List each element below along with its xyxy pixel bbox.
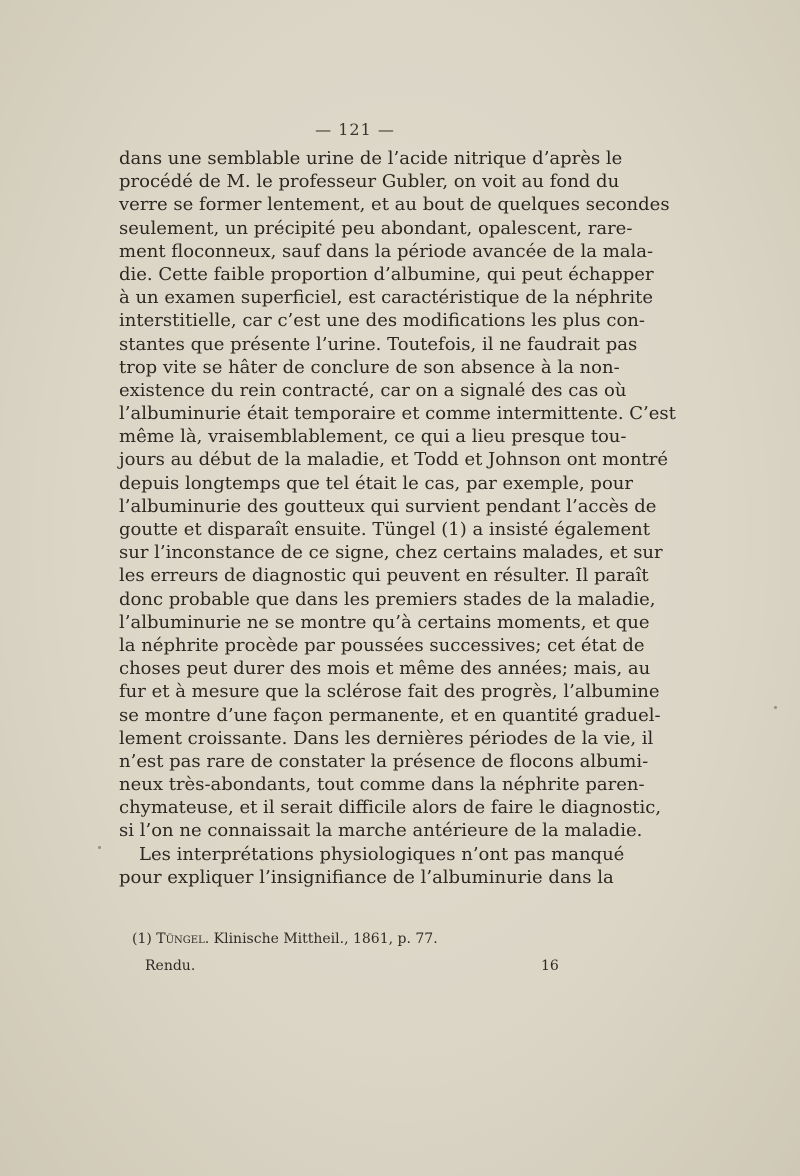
- text-line: lement croissante. Dans les dernières périodes de la vie, il: [119, 727, 654, 749]
- text-line: n’est pas rare de constater la présence de flocons albumi-: [119, 750, 649, 772]
- text-line: Les interprétations physiologiques n’ont pas manqué: [139, 843, 625, 865]
- text-line: l’albuminurie des goutteux qui survient pendant l’accès de: [119, 495, 657, 517]
- text-line: même là, vraisemblablement, ce qui a lieu presque tou-: [119, 426, 627, 448]
- text-line: ment floconneux, sauf dans la période avancée de la mala-: [119, 240, 654, 262]
- text-line: neux très-abondants, tout comme dans la néphrite paren-: [119, 774, 645, 796]
- text-line: les erreurs de diagnostic qui peuvent en résulter. Il paraît: [119, 565, 649, 587]
- page-number: — 121 —: [315, 120, 395, 139]
- text-line: dans une semblable urine de l’acide nitrique d’après le: [119, 148, 623, 169]
- ink-speck: [98, 846, 101, 849]
- text-line: die. Cette faible proportion d’albumine, qui peut échapper: [119, 263, 654, 285]
- body-text: [119, 147, 676, 889]
- text-line: se montre d’une façon permanente, et en quantité graduel-: [119, 704, 661, 726]
- signature-mark: Rendu.: [145, 958, 196, 974]
- text-line: à un examen superficiel, est caractéristique de la néphrite: [119, 287, 653, 309]
- text-line: seulement, un précipité peu abondant, opalescent, rare-: [119, 217, 633, 239]
- text-line: verre se former lentement, et au bout de quelques secondes: [119, 194, 670, 216]
- text-line: choses peut durer des mois et même des années; mais, au: [119, 658, 651, 680]
- ink-speck: [774, 706, 777, 709]
- text-line: trop vite se hâter de conclure de son absence à la non-: [119, 356, 620, 378]
- text-line: procédé de M. le professeur Gubler, on voit au fond du: [119, 171, 620, 193]
- footnote-author: Tüngel: [156, 931, 205, 947]
- text-line: interstitielle, car c’est une des modifications les plus con-: [119, 310, 645, 332]
- text-line: la néphrite procède par poussées successives; cet état de: [119, 634, 645, 656]
- text-line: pour expliquer l’insignifiance de l’albuminurie dans la: [119, 866, 614, 888]
- text-line: depuis longtemps que tel était le cas, par exemple, pour: [119, 472, 633, 494]
- footnote-marker: (1): [132, 931, 157, 947]
- text-line: stantes que présente l’urine. Toutefois, il ne faudrait pas: [119, 333, 638, 355]
- text-line: l’albuminurie ne se montre qu’à certains moments, et que: [119, 611, 650, 633]
- footnote-citation: . Klinische Mittheil., 1861, p. 77.: [204, 931, 438, 947]
- text-line: goutte et disparaît ensuite. Tüngel (1) a insisté également: [119, 519, 650, 540]
- text-line: jours au début de la maladie, et Todd et Johnson ont montré: [119, 449, 669, 471]
- text-line: l’albuminurie était temporaire et comme intermittente. C’est: [119, 403, 676, 425]
- footnote: [132, 931, 438, 947]
- text-line: donc probable que dans les premiers stades de la maladie,: [119, 588, 656, 610]
- text-line: sur l’inconstance de ce signe, chez certains malades, et sur: [119, 542, 663, 564]
- text-line: chymateuse, et il serait difficile alors de faire le diagnostic,: [119, 797, 662, 819]
- text-line: fur et à mesure que la sclérose fait des progrès, l’albumine: [119, 681, 660, 703]
- text-line: si l’on ne connaissait la marche antérieure de la maladie.: [119, 820, 643, 842]
- text-line: existence du rein contracté, car on a signalé des cas où: [119, 379, 627, 401]
- signature-number: 16: [541, 958, 559, 974]
